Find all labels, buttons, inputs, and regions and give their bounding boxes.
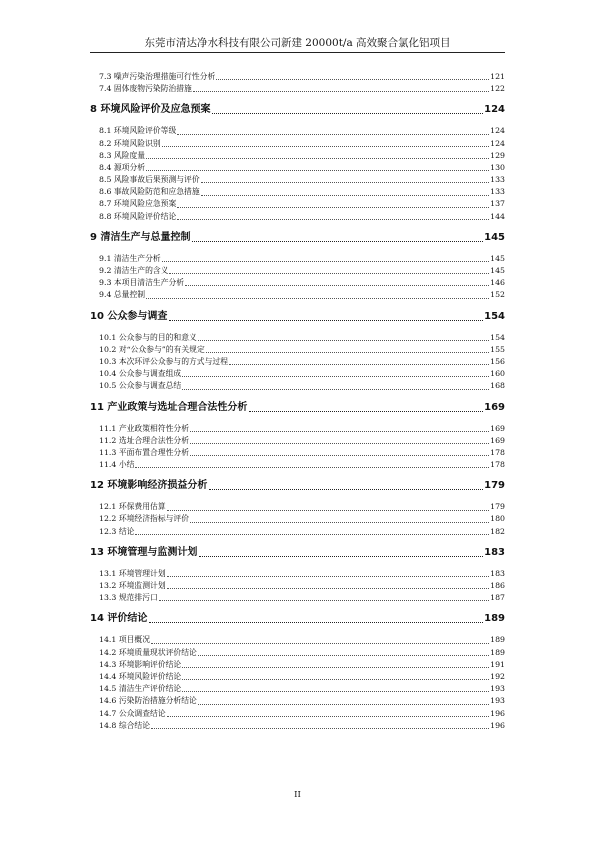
toc-entry[interactable] (90, 671, 505, 683)
toc-leader-dots (182, 691, 489, 692)
toc-chapter[interactable] (90, 309, 505, 324)
toc-entry-title: 8.8 环境风险评价结论 (99, 211, 177, 221)
toc-page-number: 179 (490, 502, 505, 512)
toc-entry-title: 11.4 小结 (99, 460, 135, 470)
toc-entry[interactable] (90, 592, 505, 604)
toc-chapter-title: 11 产业政策与选址合理合法性分析 (90, 401, 248, 413)
toc-leader-dots (162, 261, 489, 262)
toc-entry[interactable] (90, 501, 505, 513)
toc-page-number: 183 (484, 546, 505, 558)
toc-entry[interactable] (90, 659, 505, 671)
toc-entry-title: 8.3 风险度量 (99, 150, 146, 160)
toc-leader-dots (209, 489, 483, 490)
toc-entry-title: 8.5 风险事故后果预测与评价 (99, 175, 200, 185)
toc-chapter[interactable] (90, 230, 505, 245)
toc-page-number: 179 (484, 480, 505, 492)
toc-entry-title: 10.3 本次环评公众参与的方式与过程 (99, 356, 228, 366)
toc-page-number: 155 (490, 344, 505, 354)
toc-leader-dots (190, 455, 489, 456)
toc-leader-dots (185, 285, 489, 286)
toc-page-number: 189 (490, 635, 505, 645)
toc-leader-dots (206, 352, 489, 353)
toc-chapter[interactable] (90, 400, 505, 415)
toc-entry[interactable] (90, 356, 505, 368)
toc-entry-title: 7.4 固体废物污染防治措施 (99, 84, 192, 94)
toc-entry[interactable] (90, 71, 505, 83)
toc-entry-title: 14.6 污染防治措施分析结论 (99, 696, 197, 706)
toc-leader-dots (177, 219, 489, 220)
toc-leader-dots (212, 113, 483, 114)
toc-entry[interactable] (90, 162, 505, 174)
toc-page-number: 178 (490, 447, 505, 457)
toc-leader-dots (182, 667, 489, 668)
toc-leader-dots (249, 411, 483, 412)
toc-entry[interactable] (90, 634, 505, 646)
toc-entry[interactable] (90, 174, 505, 186)
toc-chapter[interactable] (90, 102, 505, 117)
toc-page-number: 122 (490, 84, 505, 94)
page-header-title: 东莞市清达净水科技有限公司新建 20000t/a 高效聚合氯化铝项目 (144, 37, 451, 49)
toc-chapter-title: 9 清洁生产与总量控制 (90, 231, 191, 243)
toc-page-number: 145 (490, 266, 505, 276)
toc-page-number: 156 (490, 356, 505, 366)
toc-leader-dots (135, 534, 489, 535)
toc-leader-dots (146, 170, 489, 171)
toc-leader-dots (167, 716, 489, 717)
toc-entry[interactable] (90, 647, 505, 659)
toc-entry-title: 14.7 公众调查结论 (99, 708, 166, 718)
toc-page-number: 154 (490, 332, 505, 342)
toc-entry[interactable] (90, 708, 505, 720)
toc-page-number: 145 (490, 253, 505, 263)
toc-chapter[interactable] (90, 478, 505, 493)
toc-entry[interactable] (90, 150, 505, 162)
toc-chapter-title: 14 评价结论 (90, 613, 148, 625)
toc-page-number: 137 (490, 199, 505, 209)
toc-entry-title: 12.2 环境经济指标与评价 (99, 514, 190, 524)
toc-entry-title: 13.1 环境管理计划 (99, 568, 166, 578)
toc-entry-title: 10.1 公众参与的目的和意义 (99, 332, 197, 342)
toc-entry[interactable] (90, 265, 505, 277)
toc-entry-title: 14.3 环境影响评价结论 (99, 659, 182, 669)
toc-page-number: 124 (490, 126, 505, 136)
toc-page-number: 178 (490, 460, 505, 470)
toc-entry-title: 9.3 本项目清洁生产分析 (99, 278, 185, 288)
toc-page-number: 129 (490, 150, 505, 160)
toc-leader-dots (198, 655, 489, 656)
toc-entry[interactable] (90, 380, 505, 392)
toc-page-number: 169 (484, 401, 505, 413)
toc-chapter[interactable] (90, 545, 505, 560)
toc-leader-dots (216, 79, 489, 80)
toc-entry-title: 11.1 产业政策相符性分析 (99, 423, 190, 433)
toc-page-number: 186 (490, 581, 505, 591)
toc-entry[interactable] (90, 720, 505, 732)
toc-entry[interactable] (90, 186, 505, 198)
toc-leader-dots (177, 134, 489, 135)
toc-leader-dots (190, 431, 489, 432)
toc-entry-title: 11.3 平面布置合理性分析 (99, 447, 190, 457)
toc-leader-dots (146, 158, 489, 159)
toc-leader-dots (162, 146, 489, 147)
toc-entry[interactable] (90, 211, 505, 223)
toc-entry-title: 9.1 清洁生产分析 (99, 253, 161, 263)
toc-leader-dots (149, 622, 483, 623)
toc-entry[interactable] (90, 423, 505, 435)
toc-entry[interactable] (90, 138, 505, 150)
toc-entry-title: 8.7 环境风险应急预案 (99, 199, 177, 209)
toc-entry-title: 12.1 环保费用估算 (99, 502, 166, 512)
toc-page-number: 193 (490, 696, 505, 706)
toc-entry[interactable] (90, 447, 505, 459)
toc-entry[interactable] (90, 459, 505, 471)
toc-entry[interactable] (90, 332, 505, 344)
toc-leader-dots (135, 467, 489, 468)
toc-page-number: 121 (490, 71, 505, 81)
toc-entry-title: 11.2 选址合理合法性分析 (99, 435, 190, 445)
toc-chapter[interactable] (90, 611, 505, 626)
header-rule (90, 52, 505, 53)
toc-leader-dots (199, 556, 483, 557)
toc-leader-dots (169, 320, 483, 321)
toc-page-number: 189 (490, 647, 505, 657)
toc-page-number: 168 (490, 381, 505, 391)
toc-leader-dots (182, 389, 489, 390)
toc-entry[interactable] (90, 125, 505, 137)
table-of-contents (90, 71, 505, 732)
toc-entry[interactable] (90, 568, 505, 580)
toc-page-number: 145 (484, 231, 505, 243)
toc-entry-title: 12.3 结论 (99, 526, 135, 536)
toc-leader-dots (192, 241, 483, 242)
toc-entry[interactable] (90, 199, 505, 211)
toc-page-number: 152 (490, 290, 505, 300)
toc-entry[interactable] (90, 514, 505, 526)
toc-leader-dots (167, 576, 489, 577)
toc-page-number: 196 (490, 708, 505, 718)
toc-page-number: 192 (490, 671, 505, 681)
toc-page-number: 189 (484, 613, 505, 625)
toc-leader-dots (182, 679, 489, 680)
toc-entry[interactable] (90, 344, 505, 356)
toc-page-number: 182 (490, 526, 505, 536)
toc-leader-dots (151, 643, 489, 644)
toc-entry-title: 13.2 环境监测计划 (99, 581, 166, 591)
toc-leader-dots (201, 182, 489, 183)
toc-page-number: 187 (490, 593, 505, 603)
toc-leader-dots (167, 588, 489, 589)
toc-chapter-title: 13 环境管理与监测计划 (90, 546, 198, 558)
toc-entry-title: 14.1 项目概况 (99, 635, 151, 645)
toc-page-number: 124 (490, 138, 505, 148)
toc-entry-title: 14.5 清洁生产评价结论 (99, 684, 182, 694)
toc-leader-dots (201, 195, 489, 196)
toc-entry[interactable] (90, 253, 505, 265)
toc-leader-dots (190, 443, 489, 444)
toc-leader-dots (177, 207, 489, 208)
toc-page-number: 144 (490, 211, 505, 221)
toc-leader-dots (159, 600, 489, 601)
toc-page-number: 191 (490, 659, 505, 669)
toc-entry[interactable] (90, 580, 505, 592)
toc-entry-title: 8.4 源项分析 (99, 162, 146, 172)
toc-entry-title: 14.2 环境质量现状评价结论 (99, 647, 197, 657)
toc-chapter-title: 8 环境风险评价及应急预案 (90, 104, 211, 116)
toc-leader-dots (167, 510, 489, 511)
toc-entry[interactable] (90, 695, 505, 707)
toc-entry-title: 10.4 公众参与调查组成 (99, 369, 182, 379)
toc-entry-title: 9.4 总量控制 (99, 290, 146, 300)
toc-page-number: 169 (490, 423, 505, 433)
toc-leader-dots (229, 364, 489, 365)
toc-page-number: 124 (484, 104, 505, 116)
toc-chapter-title: 10 公众参与调查 (90, 310, 168, 322)
toc-entry[interactable] (90, 368, 505, 380)
toc-page-number: 133 (490, 175, 505, 185)
toc-leader-dots (193, 91, 489, 92)
toc-leader-dots (151, 728, 489, 729)
toc-leader-dots (198, 340, 489, 341)
toc-page-number: 196 (490, 720, 505, 730)
toc-page-number: 154 (484, 310, 505, 322)
toc-leader-dots (182, 376, 489, 377)
toc-page-number: 160 (490, 369, 505, 379)
toc-entry[interactable] (90, 83, 505, 95)
toc-entry-title: 10.5 公众参与调查总结 (99, 381, 182, 391)
toc-entry-title: 8.1 环境风险评价等级 (99, 126, 177, 136)
toc-entry-title: 8.2 环境风险识别 (99, 138, 161, 148)
toc-entry-title: 10.2 对“公众参与”的有关规定 (99, 344, 205, 354)
toc-entry-title: 13.3 规范排污口 (99, 593, 158, 603)
toc-chapter-title: 12 环境影响经济损益分析 (90, 480, 208, 492)
toc-entry[interactable] (90, 683, 505, 695)
toc-entry[interactable] (90, 277, 505, 289)
toc-entry[interactable] (90, 289, 505, 301)
page-number: II (294, 790, 301, 800)
toc-page-number: 146 (490, 278, 505, 288)
toc-entry-title: 14.8 综合结论 (99, 720, 151, 730)
toc-entry[interactable] (90, 526, 505, 538)
toc-leader-dots (169, 273, 489, 274)
toc-entry[interactable] (90, 435, 505, 447)
toc-page-number: 133 (490, 187, 505, 197)
toc-page-number: 193 (490, 684, 505, 694)
toc-entry-title: 8.6 事故风险防范和应急措施 (99, 187, 200, 197)
toc-entry-title: 7.3 噪声污染治理措施可行性分析 (99, 71, 216, 81)
toc-leader-dots (146, 298, 489, 299)
toc-page-number: 130 (490, 162, 505, 172)
toc-leader-dots (190, 522, 489, 523)
toc-entry-title: 9.2 清洁生产的含义 (99, 266, 169, 276)
toc-leader-dots (198, 704, 489, 705)
toc-page-number: 180 (490, 514, 505, 524)
toc-entry-title: 14.4 环境风险评价结论 (99, 671, 182, 681)
toc-page-number: 183 (490, 568, 505, 578)
toc-page-number: 169 (490, 435, 505, 445)
